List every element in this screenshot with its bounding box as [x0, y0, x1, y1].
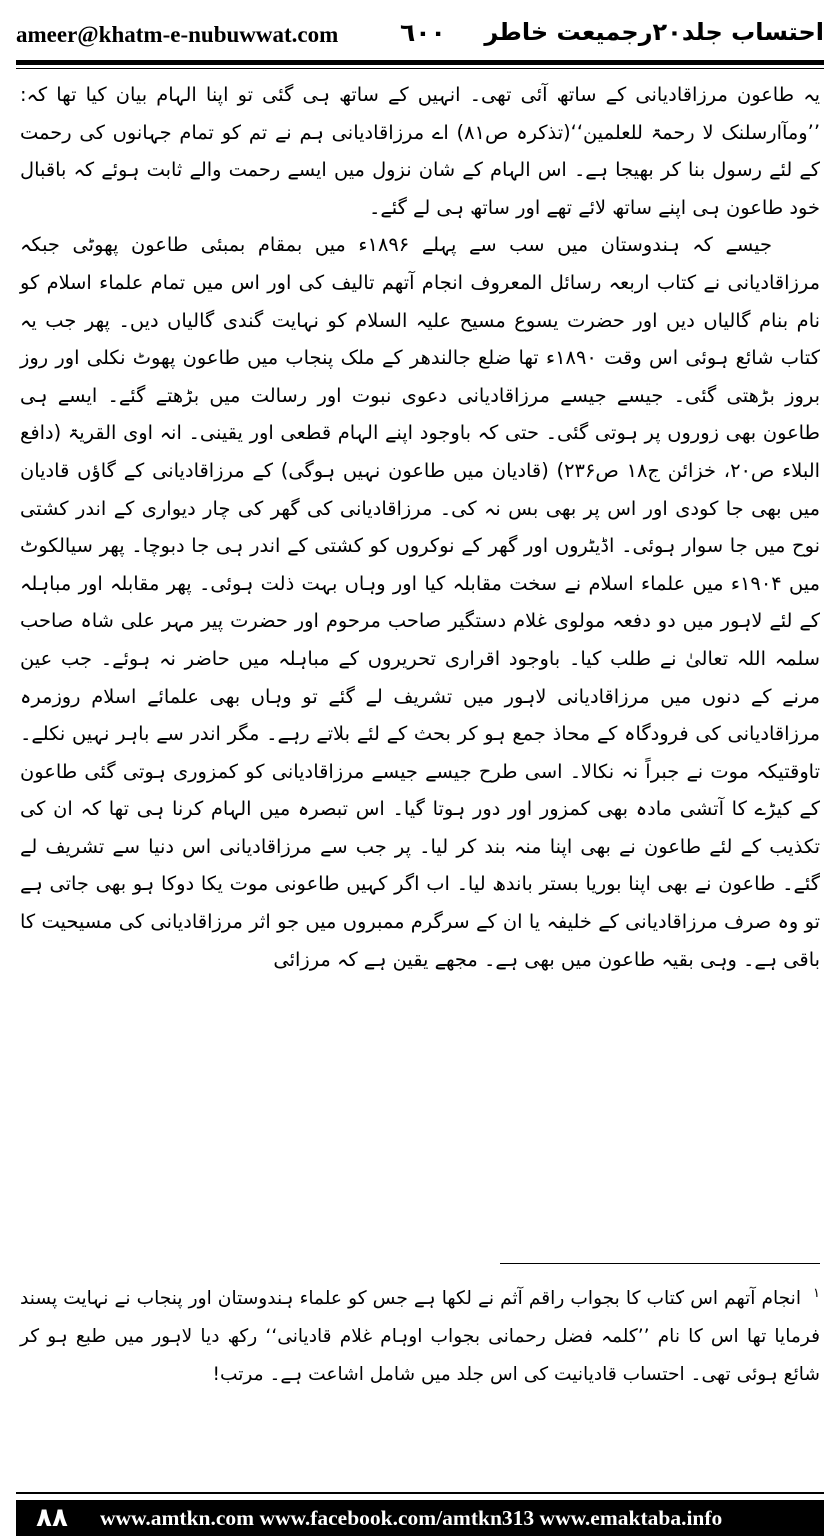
header-page-number: ٦٠٠ — [400, 18, 446, 47]
page-header — [16, 14, 824, 58]
footnote — [20, 1280, 820, 1394]
paragraph-1: یہ طاعون مرزاقادیانی کے ساتھ آئی تھی۔ انہیں کے ساتھ ہی گئی تو اپنا الہام بیان کیا تھا کہ: ’’ومآارسلنک لا رحمۃ للعلمین‘‘(تذکرہ ص۸۱) اے مرزاقادیانی ہم نے تم کو تمام جہانوں کی رحمت کے لئے رسول بنا کر بھیجا ہے۔ اس الہام کے شان نزول میں ایسے رحمت والے ثابت ہوئے کہ باقبال خود طاعون ہی اپنے ساتھ لائے تھے اور ساتھ ہی لے گئے۔ — [20, 83, 821, 219]
paragraph-2: جیسے کہ ہندوستان میں سب سے پہلے ۱۸۹۶ء میں بمقام بمبئی طاعون پھوٹی جبکہ مرزاقادیانی نے کتاب اربعہ رسائل المعروف انجام آتھم تالیف کی اور اس میں تمام علماء اسلام کو نام بنام گالیاں دیں اور حضرت یسوع مسیح علیہ السلام کو نہایت گندی گالیاں دیں۔ پھر جب یہ کتاب شائع ہوئی اس وقت ۱۸۹۰ء تھا ضلع جالندھر کے ملک پنجاب میں طاعون پھوٹ نکلی اور روز بروز بڑھتی گئی۔ جیسے جیسے مرزاقادیانی دعوی نبوت اور رسالت میں بڑھتے گئے۔ ایسے ہی طاعون بھی زوروں پر ہوتی گئی۔ حتی کہ باوجود اپنے الہام قطعی اور یقینی۔ انہ اوی القریۃ (دافع البلاء ص۲۰، خزائن ج۱۸ ص۲۳۶) (قادیان میں طاعون نہیں ہوگی) کے مرزاقادیانی کے گاؤں قادیان میں بھی جا کودی اور اس پر بھی بس نہ کی۔ مرزاقادیانی کی گھر کی چار دیواری کے اندر کشتی نوح میں جا سوار ہوئی۔ اڈیٹروں اور گھر کے نوکروں کو کشتی کے اندر ہی جا دبوچا۔ پھر سیالکوٹ میں ۱۹۰۴ء میں علماء اسلام نے سخت مقابلہ کیا اور وہاں بہت ذلت ہوئی۔ پھر مقابلہ اور مباہلہ کے لئے لاہور میں دو دفعہ مولوی غلام دستگیر صاحب مرحوم اور حضرت پیر مہر علی شاہ صاحب سلمہ اللہ تعالیٰ نے طلب کیا۔ باوجود اقراری تحریروں کے مباہلہ میں حاضر نہ ہوئے۔ جب عین مرنے کے دنوں میں مرزاقادیانی لاہور میں تشریف لے گئے تو وہاں بھی علمائے اسلام روزمرہ مرزاقادیانی کی فرودگاہ کے محاذ جمع ہو کر بحث کے لئے بلاتے رہے۔ مگر اندر سے باہر نہیں نکلے۔ تاوقتیکہ موت نے جبراً نہ نکالا۔ اسی طرح جیسے جیسے مرزاقادیانی کو کمزوری ہوتی گئی طاعون کے کیڑے کا آتشی مادہ بھی کمزور اور دور ہوتا گیا۔ اس تبصرہ میں الہام کرنا ہی تھا کہ ان کی تکذیب کے لئے طاعون نے بھی اپنا منہ بند کر لیا۔ پر جب سے مرزاقادیانی اس دنیا سے تشریف لے گئے۔ طاعون نے بھی اپنا بوریا بستر باندھ لیا۔ اب اگر کہیں طاعونی موت یکا دوکا ہو بھی جاتی ہے تو وہ صرف مرزاقادیانی کے خلیفہ یا ان کے سرگرم ممبروں میں جو اثر مرزاقادیانی کی مسیحیت کا باقی ہے۔ وہی بقیہ طاعون میں بھی ہے۔ مجھے یقین ہے کہ مرزائی — [20, 233, 820, 971]
footer-websites[interactable]: www.amtkn.com www.facebook.com/amtkn313 www.emaktaba.info — [100, 1506, 723, 1530]
footer-bar — [16, 1500, 824, 1536]
body-text — [20, 76, 820, 978]
footnote-text: انجام آتھم اس کتاب کا بجواب راقم آثم نے لکھا ہے جس کو علماء ہندوستان اور پنجاب نے نہایت پسند فرمایا تھا اس کا نام ’’کلمہ فضل رحمانی بجواب اوہام غلام قادیانی‘‘ رکھ دیا لاہور میں طبع ہو کر شائع ہوئی تھی۔ احتساب قادیانیت کی اس جلد میں شامل اشاعت ہے۔ مرتب! — [20, 1288, 820, 1385]
footer-rule — [16, 1492, 824, 1494]
header-thick-rule — [16, 60, 824, 65]
footnote-divider — [500, 1263, 820, 1264]
header-email[interactable]: ameer@khatm-e-nubuwwat.com — [16, 22, 339, 47]
footnote-marker: ۱ — [813, 1285, 820, 1301]
footer-page-number: ۸۸ — [36, 1503, 68, 1533]
header-thin-rule — [16, 68, 824, 69]
header-book-title: احتساب جلد۲۰رجمیعت خاطر — [484, 18, 824, 46]
